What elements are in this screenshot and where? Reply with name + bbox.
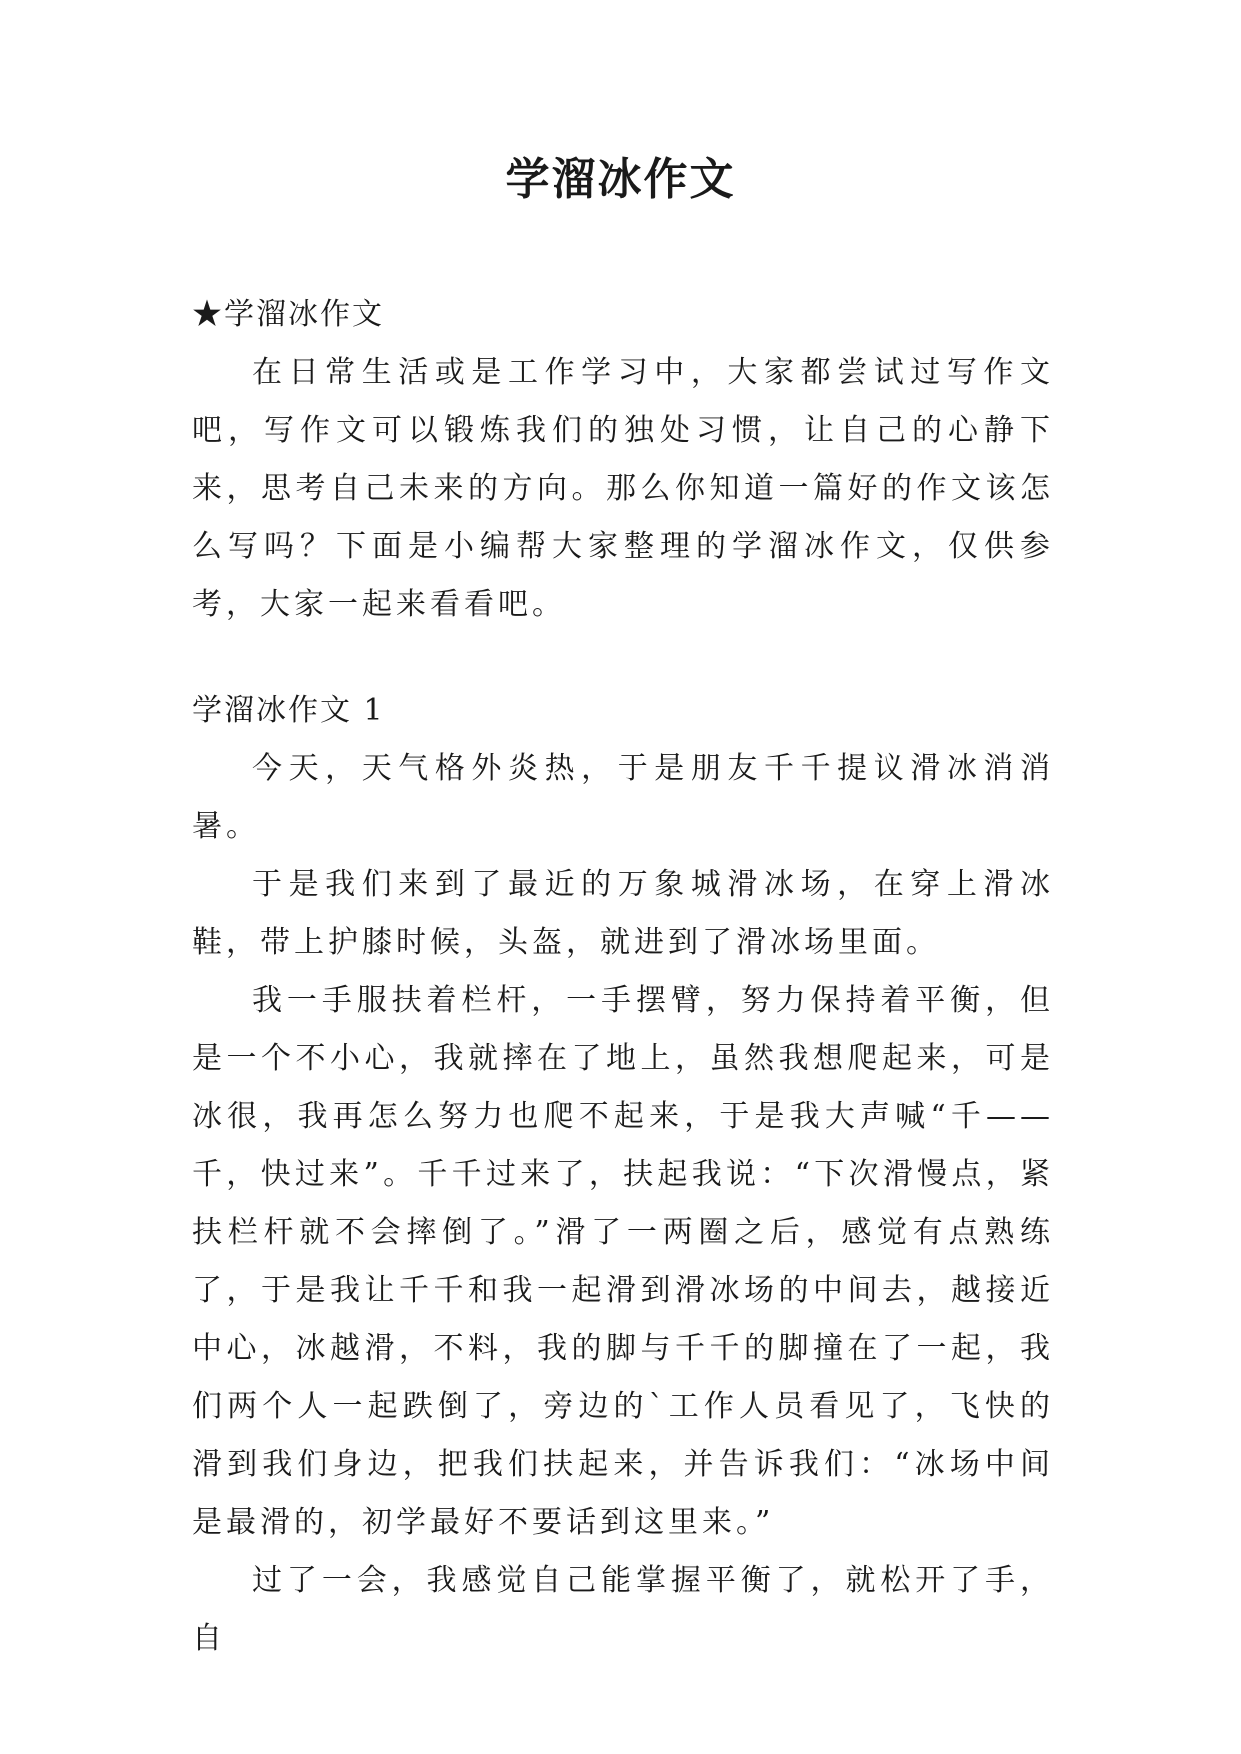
document-title: 学溜冰作文 (505, 154, 736, 205)
intro-paragraph: 在日常生活或是工作学习中，大家都尝试过写作文吧，写作文可以锻炼我们的独处习惯，让自己的心静下来，思考自己未来的方向。那么你知道一篇好的作文该怎么写吗？下面是小编帮大家整理的学溜冰作文，仅供参考，大家一起来看看吧。 (192, 355, 1054, 622)
document-body (192, 286, 1054, 1668)
star-heading: ★学溜冰作文 (192, 297, 384, 332)
body-paragraph-1: 今天，天气格外炎热，于是朋友千千提议滑冰消消暑。 (192, 751, 1054, 844)
body-paragraph-2: 于是我们来到了最近的万象城滑冰场，在穿上滑冰鞋，带上护膝时候，头盔，就进到了滑冰场里面。 (192, 867, 1054, 960)
section-spacer (192, 634, 1054, 682)
body-paragraph-4: 过了一会，我感觉自己能掌握平衡了，就松开了手，自 (192, 1563, 1054, 1656)
section-title: 学溜冰作文 1 (192, 693, 385, 728)
body-paragraph-3: 我一手服扶着栏杆，一手摆臂，努力保持着平衡，但是一个不小心，我就摔在了地上，虽然我想爬起来，可是冰很，我再怎么努力也爬不起来，于是我大声喊“千——千，快过来”。千千过来了，扶起我说：“下次滑慢点，紧扶栏杆就不会摔倒了。”滑了一两圈之后，感觉有点熟练了，于是我让千千和我一起滑到滑冰场的中间去，越接近中心，冰越滑，不料，我的脚与千千的脚撞在了一起，我们两个人一起跌倒了，旁边的`工作人员看见了，飞快的滑到我们身边，把我们扶起来，并告诉我们：“冰场中间是最滑的，初学最好不要话到这里来。” (192, 983, 1054, 1540)
